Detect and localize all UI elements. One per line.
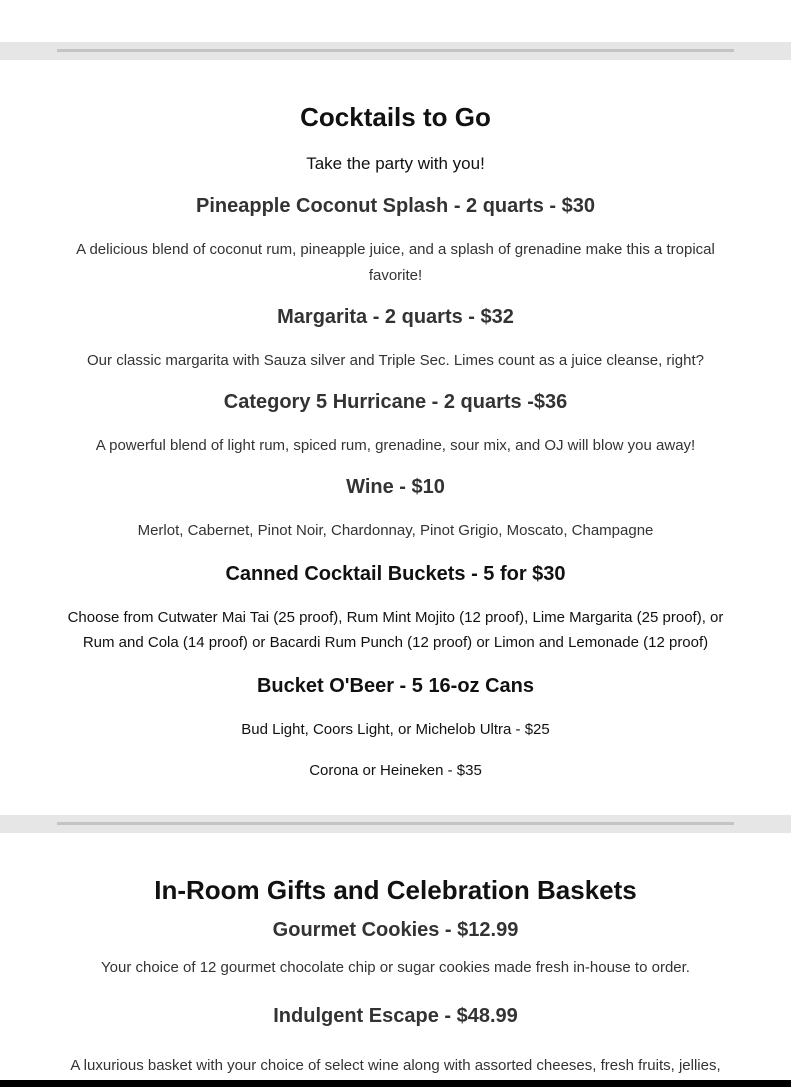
divider-rule [57,822,734,825]
divider-rule [57,49,734,52]
item-title: Category 5 Hurricane - 2 quarts -$36 [223,391,568,413]
item-description-line: Our classic margarita with Sauza silver and Triple Sec. Limes count as a juice cleanse, right? [87,352,704,369]
item-description-line: Choose from Cutwater Mai Tai (25 proof), Rum Mint Mojito (12 proof), Lime Margarita (25 proof), or [67,609,724,626]
item-description-line: A luxurious basket with your choice of select wine along with assorted cheeses, fresh fruits, jellies, [70,1057,721,1074]
item-description-line: Bud Light, Coors Light, or Michelob Ultra - $25 [241,721,550,738]
bottom-bar [0,1080,791,1087]
item-description-line: A powerful blend of light rum, spiced rum, grenadine, sour mix, and OJ will blow you away! [95,437,696,454]
cocktails-subtitle: Take the party with you! [306,154,485,173]
item-description-line: Merlot, Cabernet, Pinot Noir, Chardonnay, Pinot Grigio, Moscato, Champagne [137,522,654,539]
item-description-line: A delicious blend of coconut rum, pineapple juice, and a splash of grenadine make this a tropical [76,241,715,258]
item-description-line: favorite! [368,267,423,284]
gifts-heading: In-Room Gifts and Celebration Baskets [154,875,637,905]
item-title: Canned Cocktail Buckets - 5 for $30 [225,563,566,585]
item-description-line: Your choice of 12 gourmet chocolate chip or sugar cookies made fresh in-house to order. [101,959,690,976]
item-title: Bucket O'Beer - 5 16-oz Cans [256,675,535,697]
item-title: Margarita - 2 quarts - $32 [277,306,514,328]
item-title: Pineapple Coconut Splash - 2 quarts - $30 [196,195,595,217]
section-divider [0,815,791,833]
cocktails-heading: Cocktails to Go [300,102,491,132]
item-title: Wine - $10 [346,476,445,498]
section-divider [0,42,791,60]
item-title: Gourmet Cookies - $12.99 [272,919,519,941]
item-description-line: Rum and Cola (14 proof) or Bacardi Rum Punch (12 proof) or Limon and Lemonade (12 proof) [82,634,709,651]
item-description-line: Corona or Heineken - $35 [309,762,482,779]
item-title: Indulgent Escape - $48.99 [273,1005,518,1027]
